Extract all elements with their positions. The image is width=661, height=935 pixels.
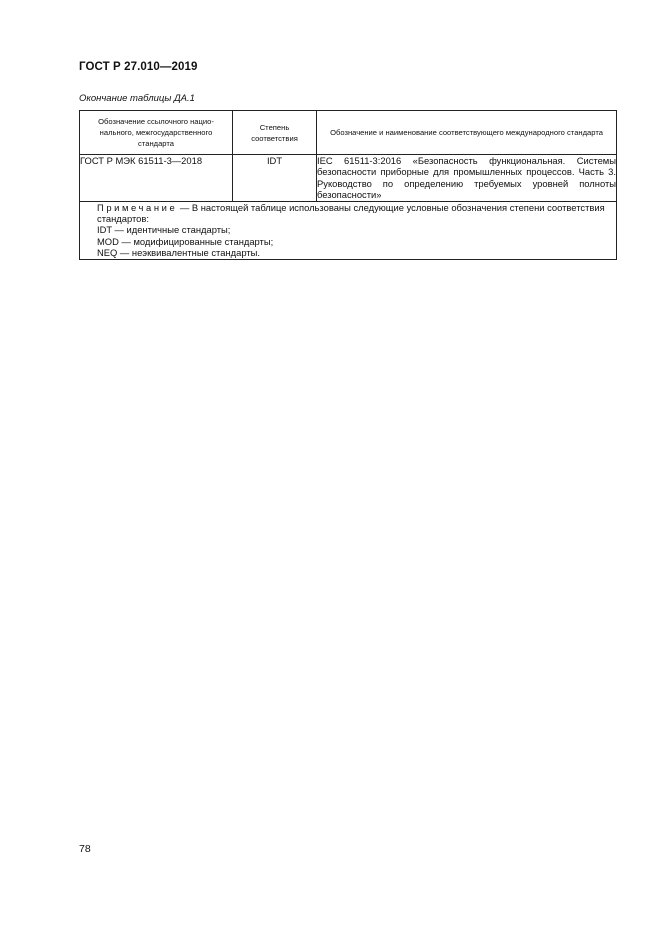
page-number: 78 <box>79 843 91 855</box>
column-header-degree: Степень соответствия <box>233 111 317 155</box>
table-header-row <box>80 111 617 155</box>
document-code: ГОСТ Р 27.010—2019 <box>79 61 198 73</box>
table-row <box>80 155 617 202</box>
note-item-neq: NEQ — неэквивалентные стандарты. <box>97 247 260 259</box>
table-note <box>80 201 617 259</box>
note-item-mod: MOD — модифицированные стандарты; <box>97 235 274 247</box>
note-intro <box>80 202 616 225</box>
cell-national-standard: ГОСТ Р МЭК 61511-3—2018 <box>80 155 233 202</box>
note-label: Примечание <box>97 201 178 213</box>
note-text: — В настоящей таблице использованы следующие условные обозначения степени соответствия стандартов: <box>97 201 605 225</box>
cell-degree: IDT <box>233 155 317 202</box>
reference-table <box>79 110 617 260</box>
note-item-idt: IDT — идентичные стандарты; <box>97 224 231 236</box>
cell-international-standard: IEC 61511-3:2016 «Безопасность функциональная. Системы безопасности приборные для промышленных процессов. Часть 3. Руководство по определению требуемых уровней полноты безопасности» <box>317 155 616 201</box>
table-caption: Окончание таблицы ДА.1 <box>79 93 195 104</box>
column-header-international-standard: Обозначение и наименование соответствующего международного стандарта <box>317 111 617 155</box>
column-header-national-standard: Обозначение ссылочного нацио-нального, межгосударственного стандарта <box>80 111 233 155</box>
table-note-row <box>80 201 617 259</box>
